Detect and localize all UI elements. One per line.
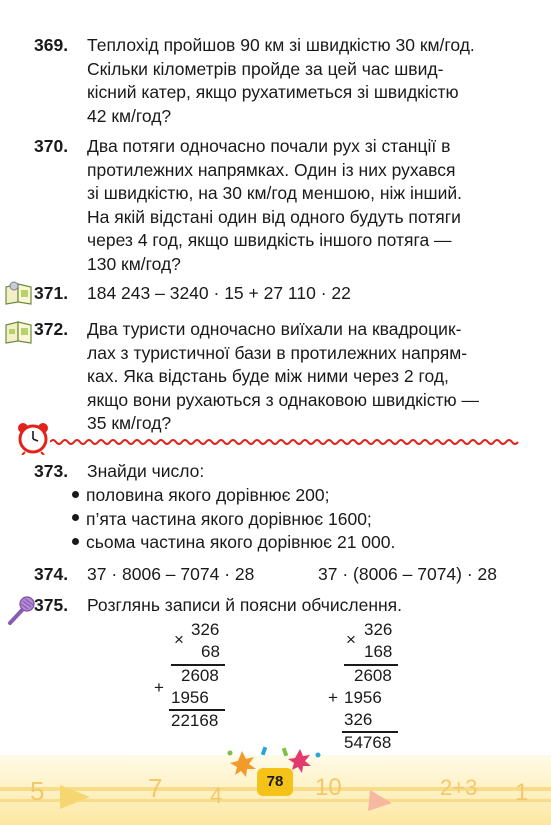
- wavy-divider: [50, 437, 520, 447]
- problem-375: [34, 594, 534, 618]
- times-sign: ×: [174, 630, 184, 649]
- expression-left: 37 · 8006 – 7074 · 28: [87, 564, 255, 584]
- expression: 184 243 – 3240 · 15 + 27 110 · 22: [87, 283, 351, 303]
- problem-370: [34, 135, 534, 277]
- bullet-dot: [72, 538, 79, 545]
- text-line: 130 км/год?: [87, 253, 181, 274]
- text-line: кісний катер, якщо рухатиметься зі швидкістю: [87, 82, 459, 102]
- text-line: через 4 год, якщо швидкість іншого потяга —: [87, 230, 452, 250]
- bullet-dot: [72, 491, 79, 498]
- times-sign: ×: [346, 630, 356, 649]
- decor-digit: 1: [515, 779, 529, 806]
- problem-number: 370.: [34, 136, 69, 156]
- problem-text: [87, 318, 527, 436]
- problem-number: 374.: [34, 564, 69, 584]
- text-line: зі швидкістю, на 30 км/год меншою, ніж інший.: [87, 183, 462, 203]
- plus-sign: +: [154, 678, 164, 697]
- decor-digit: 2+3: [440, 775, 478, 800]
- text-line: 42 км/год?: [87, 105, 172, 126]
- partial-product: 1956: [344, 688, 382, 707]
- problem-number: 375.: [34, 595, 69, 615]
- text-line: Теплохід пройшов 90 км зі швидкістю 30 км/год.: [87, 35, 475, 55]
- bullet-text: п’ята частина якого дорівнює 1600;: [86, 508, 372, 529]
- text-line: Два потяги одночасно почали рух зі станції в: [87, 136, 451, 156]
- text-line: Два туристи одночасно виїхали на квадроцик-: [87, 319, 462, 339]
- bullet-text: половина якого дорівнює 200;: [86, 485, 330, 505]
- problem-number: 369.: [34, 35, 69, 55]
- problem-371: [34, 282, 534, 306]
- text-line: 35 км/год?: [87, 413, 172, 433]
- multiplier: 68: [201, 642, 220, 661]
- product-result: 22168: [171, 711, 219, 730]
- multiplier: 168: [364, 642, 393, 661]
- decor-digit: 4: [210, 783, 223, 808]
- bullet-dot: [72, 514, 79, 521]
- alarm-clock-icon: [16, 421, 50, 455]
- book-icon: [4, 281, 34, 305]
- book-icon: [4, 318, 34, 344]
- bullet-item: [72, 531, 395, 555]
- bullet-item: [72, 484, 395, 508]
- page-number: 78: [257, 768, 293, 796]
- decor-digit: 5: [30, 776, 45, 806]
- problem-369: [34, 34, 534, 130]
- problem-text: [87, 34, 527, 128]
- decor-digit: 10: [315, 774, 342, 801]
- text-line: Знайди число:: [87, 461, 205, 481]
- problem-374: [34, 563, 534, 587]
- problem-text: [87, 282, 527, 306]
- microphone-icon: [6, 594, 36, 626]
- problem-text: [87, 460, 527, 484]
- multiplicand: 326: [191, 620, 220, 639]
- problem-number: 371.: [34, 283, 69, 303]
- bullet-text: сьома частина якого дорівнює 21 000.: [86, 532, 396, 552]
- expression-right: 37 · (8006 – 7074) · 28: [318, 564, 498, 584]
- calculation-left: [150, 619, 240, 739]
- problem-text: [87, 135, 527, 276]
- partial-product: 1956: [171, 688, 209, 707]
- calculation-right: [320, 619, 410, 752]
- problem-text: [87, 594, 527, 618]
- decor-digit: 7: [148, 773, 163, 803]
- partial-product: 2608: [181, 666, 219, 685]
- multiplicand: 326: [364, 620, 393, 639]
- text-line: протилежних напрямках. Один із них рухався: [87, 159, 456, 180]
- bullet-list: [72, 484, 395, 555]
- text-line: На якій відстані один від одного будуть потяги: [87, 206, 461, 227]
- problem-372: [34, 318, 534, 436]
- bullet-item: [72, 508, 395, 532]
- text-line: лах з туристичної бази в протилежних напрям-: [87, 342, 468, 363]
- problem-373: [34, 460, 534, 484]
- text-line: Розглянь записи й поясни обчислення.: [87, 595, 402, 615]
- text-line: Скільки кілометрів пройде за цей час швид-: [87, 58, 444, 79]
- partial-product: 326: [344, 710, 373, 729]
- product-result: 54768: [344, 733, 392, 752]
- plus-sign: +: [328, 688, 338, 707]
- partial-product: 2608: [354, 666, 392, 685]
- problem-number: 373.: [34, 461, 69, 481]
- text-line: ках. Яка відстань буде між ними через 2 год,: [87, 366, 449, 386]
- text-line: якщо вони рухаються з однаковою швидкістю —: [87, 389, 479, 410]
- problem-number: 372.: [34, 319, 69, 339]
